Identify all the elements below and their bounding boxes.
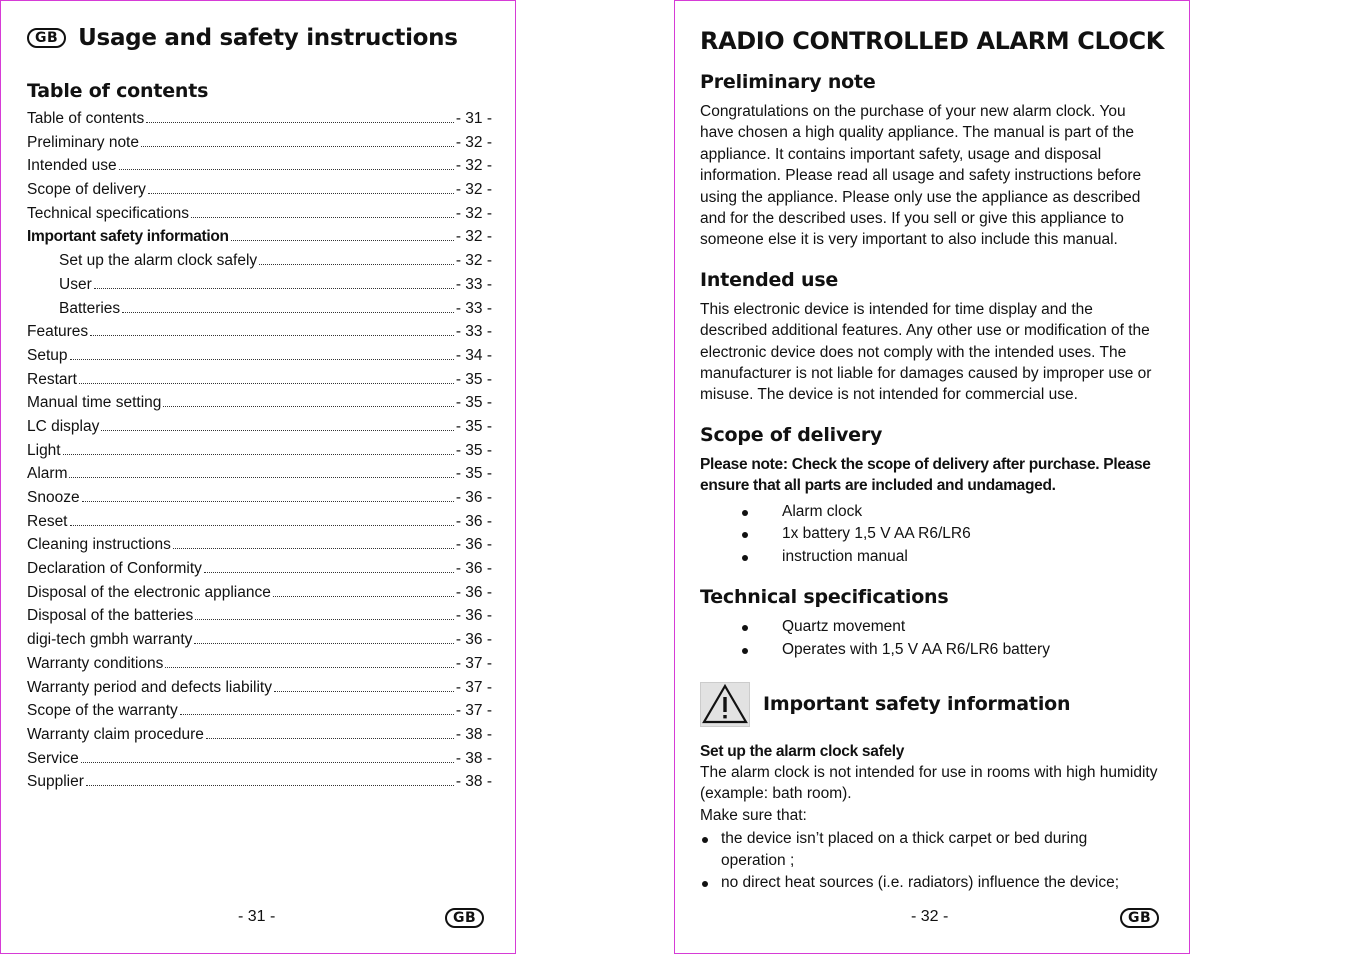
toc-entry xyxy=(27,371,492,395)
footer-language-badge: GB xyxy=(445,908,484,928)
toc-entry-page: - 32 - xyxy=(455,157,492,175)
toc-entry-title: Batteries xyxy=(59,299,121,317)
page-number: - 31 - xyxy=(238,908,276,925)
toc-entry xyxy=(27,513,492,537)
scope-list xyxy=(700,501,1170,569)
toc-leader-dots xyxy=(79,383,454,384)
table-of-contents xyxy=(27,110,492,797)
toc-entry xyxy=(27,726,492,750)
text-line: misuse. The device is not intended for commercial use. xyxy=(700,386,1078,404)
toc-leader-dots xyxy=(146,122,454,123)
text-line: information. Please read all usage and safety instructions before xyxy=(700,167,1142,185)
toc-entry xyxy=(27,252,492,276)
toc-entry-title: LC display xyxy=(27,417,100,435)
toc-entry-title: Warranty period and defects liability xyxy=(27,678,272,696)
toc-entry-page: - 38 - xyxy=(455,749,492,767)
toc-leader-dots xyxy=(206,738,454,739)
toc-entry-title: Light xyxy=(27,441,61,459)
toc-entry-title: Warranty conditions xyxy=(27,654,164,672)
toc-entry xyxy=(27,300,492,324)
toc-entry xyxy=(27,607,492,631)
toc-leader-dots xyxy=(259,264,454,265)
scope-heading: Scope of delivery xyxy=(700,423,883,446)
toc-entry-page: - 37 - xyxy=(455,678,492,696)
text-line: Make sure that: xyxy=(700,806,807,824)
toc-entry-title: Important safety information xyxy=(27,228,229,246)
toc-entry-page: - 33 - xyxy=(455,299,492,317)
text-line: the device isn’t placed on a thick carpet or bed during xyxy=(721,830,1088,848)
toc-entry-title: Reset xyxy=(27,512,68,530)
left-page xyxy=(0,0,516,954)
toc-entry xyxy=(27,134,492,158)
intended-use-heading: Intended use xyxy=(700,268,839,291)
toc-entry-page: - 35 - xyxy=(455,441,492,459)
toc-leader-dots xyxy=(63,454,454,455)
toc-entry-page: - 32 - xyxy=(455,204,492,222)
toc-entry-page: - 33 - xyxy=(455,323,492,341)
toc-entry-title: Manual time setting xyxy=(27,394,162,412)
list-item: 1x battery 1,5 V AA R6/LR6 xyxy=(700,523,1170,546)
text-line: using the appliance. Please only use the appliance as described xyxy=(700,188,1141,206)
toc-entry xyxy=(27,631,492,655)
safety-text xyxy=(700,762,1170,826)
tech-section xyxy=(700,586,1170,661)
toc-entry-page: - 34 - xyxy=(455,346,492,364)
text-line: Congratulations on the purchase of your new alarm clock. You xyxy=(700,103,1126,120)
toc-entry-page: - 32 - xyxy=(455,252,492,270)
right-page xyxy=(674,0,1190,954)
list-item: Alarm clock xyxy=(700,501,1170,524)
text-line: operation ; xyxy=(721,852,795,870)
toc-entry-title: Warranty claim procedure xyxy=(27,725,204,743)
toc-entry-title: Supplier xyxy=(27,773,84,791)
toc-leader-dots xyxy=(273,596,454,597)
toc-entry-page: - 32 - xyxy=(455,181,492,199)
toc-entry-page: - 35 - xyxy=(455,417,492,435)
toc-entry xyxy=(27,181,492,205)
tech-list xyxy=(700,616,1170,661)
toc-entry-title: Declaration of Conformity xyxy=(27,560,202,578)
toc-leader-dots xyxy=(173,548,454,549)
safety-header xyxy=(700,682,1170,727)
toc-entry-title: Scope of delivery xyxy=(27,181,146,199)
safety-heading: Important safety information xyxy=(763,693,1071,716)
toc-leader-dots xyxy=(94,288,454,289)
toc-entry-title: Scope of the warranty xyxy=(27,702,178,720)
toc-entry-title: Disposal of the electronic appliance xyxy=(27,583,271,601)
toc-leader-dots xyxy=(194,643,453,644)
toc-entry xyxy=(27,394,492,418)
toc-heading: Table of contents xyxy=(27,80,209,102)
toc-entry xyxy=(27,418,492,442)
toc-leader-dots xyxy=(191,217,454,218)
toc-leader-dots xyxy=(70,525,454,526)
page-number: - 32 - xyxy=(911,908,949,925)
toc-entry xyxy=(27,110,492,134)
toc-entry-title: Service xyxy=(27,749,79,767)
tech-heading: Technical specifications xyxy=(700,586,949,609)
toc-leader-dots xyxy=(180,714,454,715)
toc-entry-title: Restart xyxy=(27,370,77,388)
toc-entry-page: - 36 - xyxy=(455,607,492,625)
toc-entry xyxy=(27,347,492,371)
text-line: have chosen a high quality appliance. The manual is part of the xyxy=(700,124,1134,142)
toc-entry-title: User xyxy=(59,275,92,293)
safety-subheading: Set up the alarm clock safely xyxy=(700,742,905,760)
safety-list xyxy=(700,828,1170,894)
manual-title: Usage and safety instructions xyxy=(78,25,458,51)
footer-language-badge: GB xyxy=(1120,908,1159,928)
preliminary-section xyxy=(700,71,1170,251)
toc-entry-page: - 35 - xyxy=(455,370,492,388)
toc-entry-page: - 36 - xyxy=(455,536,492,554)
text-line: electronic device does not comply with the intended uses. The xyxy=(700,343,1127,361)
right-page-content xyxy=(700,27,1170,894)
toc-leader-dots xyxy=(69,477,453,478)
text-line: and for the described uses. If you sell or give this appliance to xyxy=(700,210,1124,228)
toc-entry-title: Preliminary note xyxy=(27,133,139,151)
warning-triangle-icon xyxy=(700,682,750,727)
toc-entry-title: Intended use xyxy=(27,157,117,175)
scope-note xyxy=(700,454,1170,497)
list-item xyxy=(700,828,1170,872)
intended-use-section xyxy=(700,269,1170,406)
toc-leader-dots xyxy=(82,501,454,502)
toc-entry xyxy=(27,655,492,679)
toc-entry-title: Disposal of the batteries xyxy=(27,607,194,625)
toc-leader-dots xyxy=(165,667,453,668)
toc-leader-dots xyxy=(204,572,454,573)
toc-entry xyxy=(27,205,492,229)
text-line: manufacturer is not liable for damages caused by improper use or xyxy=(700,365,1152,383)
text-line: appliance. It contains important safety, usage and disposal xyxy=(700,145,1102,163)
note-line: ensure that all parts are included and undamaged. xyxy=(700,477,1056,495)
toc-entry-page: - 32 - xyxy=(455,133,492,151)
preliminary-heading: Preliminary note xyxy=(700,71,876,93)
list-item: instruction manual xyxy=(700,546,1170,569)
toc-entry-title: Setup xyxy=(27,346,68,364)
toc-entry-page: - 35 - xyxy=(455,394,492,412)
text-line: someone else it is very important to also include this manual. xyxy=(700,231,1118,249)
toc-entry-page: - 31 - xyxy=(455,110,492,127)
preliminary-text xyxy=(700,101,1170,251)
toc-entry xyxy=(27,536,492,560)
toc-leader-dots xyxy=(231,240,454,241)
toc-entry-page: - 36 - xyxy=(455,583,492,601)
text-line: described additional features. Any other use or modification of the xyxy=(700,322,1150,340)
intended-use-text xyxy=(700,299,1170,406)
toc-entry xyxy=(27,702,492,726)
toc-leader-dots xyxy=(122,312,454,313)
text-line: (example: bath room). xyxy=(700,785,852,803)
toc-leader-dots xyxy=(195,619,454,620)
toc-leader-dots xyxy=(141,146,454,147)
toc-entry-page: - 35 - xyxy=(455,465,492,483)
toc-entry xyxy=(27,750,492,774)
toc-leader-dots xyxy=(274,691,454,692)
toc-entry xyxy=(27,560,492,584)
list-item xyxy=(700,872,1170,894)
language-badge: GB xyxy=(27,28,66,48)
toc-entry-title: Alarm xyxy=(27,465,68,483)
toc-entry-page: - 38 - xyxy=(455,773,492,791)
toc-entry-page: - 36 - xyxy=(455,631,492,649)
toc-entry-page: - 33 - xyxy=(455,275,492,293)
toc-entry xyxy=(27,489,492,513)
toc-entry xyxy=(27,773,492,797)
toc-leader-dots xyxy=(81,762,454,763)
toc-entry xyxy=(27,157,492,181)
toc-entry-page: - 38 - xyxy=(455,725,492,743)
product-title: RADIO CONTROLLED ALARM CLOCK xyxy=(700,27,1164,55)
toc-entry-page: - 36 - xyxy=(455,560,492,578)
toc-entry xyxy=(27,584,492,608)
toc-leader-dots xyxy=(86,785,454,786)
toc-entry-title: Cleaning instructions xyxy=(27,536,171,554)
toc-entry xyxy=(27,442,492,466)
toc-entry-page: - 37 - xyxy=(455,654,492,672)
text-line: The alarm clock is not intended for use in rooms with high humidity xyxy=(700,764,1158,782)
toc-leader-dots xyxy=(119,169,454,170)
toc-leader-dots xyxy=(101,430,453,431)
toc-entry xyxy=(27,228,492,252)
toc-entry-page: - 32 - xyxy=(455,228,492,246)
toc-entry-title: digi-tech gmbh warranty xyxy=(27,631,193,649)
toc-entry xyxy=(27,465,492,489)
toc-entry-page: - 37 - xyxy=(455,702,492,720)
toc-entry-title: Table of contents xyxy=(27,110,145,127)
toc-entry-title: Technical specifications xyxy=(27,204,189,222)
toc-entry-title: Snooze xyxy=(27,489,80,506)
left-page-header xyxy=(27,25,458,51)
toc-entry-title: Features xyxy=(27,323,89,341)
text-line: no direct heat sources (i.e. radiators) influence the device; xyxy=(721,874,1120,892)
toc-entry-page: - 36 - xyxy=(455,489,492,506)
toc-entry xyxy=(27,679,492,703)
toc-entry-title: Set up the alarm clock safely xyxy=(59,252,258,270)
toc-entry-page: - 36 - xyxy=(455,512,492,530)
toc-leader-dots xyxy=(90,335,454,336)
scope-section xyxy=(700,424,1170,569)
toc-entry xyxy=(27,276,492,300)
list-item: Operates with 1,5 V AA R6/LR6 battery xyxy=(700,639,1170,662)
toc-leader-dots xyxy=(163,406,453,407)
list-item: Quartz movement xyxy=(700,616,1170,639)
toc-leader-dots xyxy=(70,359,454,360)
toc-entry xyxy=(27,323,492,347)
text-line: This electronic device is intended for time display and the xyxy=(700,300,1093,318)
note-line: Please note: Check the scope of delivery after purchase. Please xyxy=(700,455,1151,473)
toc-leader-dots xyxy=(148,193,454,194)
